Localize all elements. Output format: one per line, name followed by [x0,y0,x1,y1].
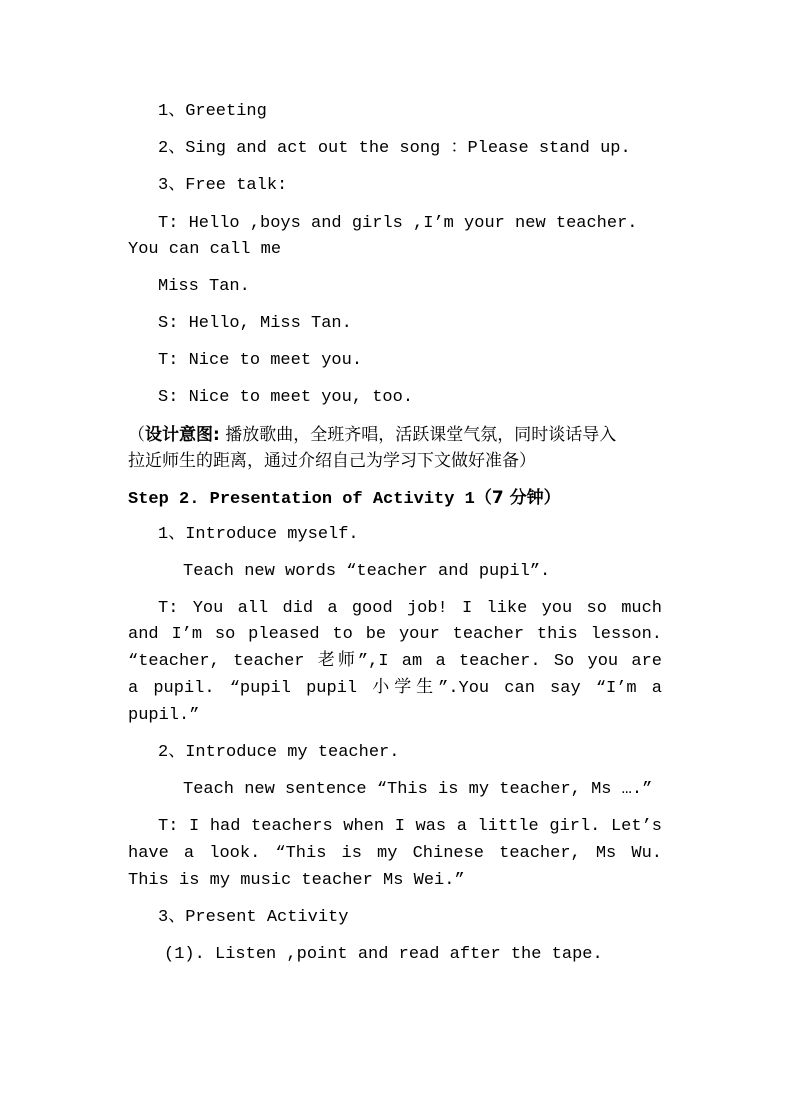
step2-time: （7 分钟） [474,488,561,508]
teacher-para2-line-3: This is my music teacher Ms Wei.” [128,871,465,890]
introduce-myself-item: 1、Introduce myself. [158,525,359,544]
dialog-teacher-line-1: T: Hello ,boys and girls ,I’m your new teacher. [158,214,638,233]
step2-heading [128,485,561,513]
teacher-para-line-1: T: You all did a good job! I like you so much [158,599,662,618]
dialog-teacher-line-2: You can call me [128,240,282,259]
introduce-teacher-item: 2、Introduce my teacher. [158,743,400,762]
dialog-teacher-line-3: Miss Tan. [158,277,250,296]
present-activity-item: 3、Present Activity [158,908,349,927]
dialog-student-line-2: S: Nice to meet you, too. [158,388,414,407]
teacher-para-line-3: “teacher, teacher 老师”,I am a teacher. So you are [128,652,662,671]
teacher-para2-line-2: have a look. “This is my Chinese teacher, Ms Wu. [128,844,662,863]
design-note-open-paren: （ [128,425,145,445]
teacher-para-line-2: and I’m so pleased to be your teacher this lesson. [128,625,662,644]
teacher-para-line-4: a pupil. “pupil pupil 小学生”.You can say “I’m a [128,679,662,698]
greeting-item: 1、Greeting [158,102,267,121]
step2-title: Step 2. Presentation of Activity 1 [128,490,475,509]
listen-point-read-item: (1). Listen ,point and read after the tape. [164,945,603,964]
song-item: 2、Sing and act out the song ：Please stand up. [158,139,631,158]
teach-sentence-line: Teach new sentence “This is my teacher, Ms ….” [183,780,653,799]
design-note-line-2: 拉近师生的距离，通过介绍自己为学习下文做好准备） [128,451,536,471]
teacher-para2-line-1: T: I had teachers when I was a little girl. Let’s [158,817,662,836]
dialog-student-line-1: S: Hello, Miss Tan. [158,314,352,333]
dialog-teacher-line-4: T: Nice to meet you. [158,351,363,370]
teacher-para-line-5: pupil.” [128,706,200,725]
design-note-label: 设计意图: [145,425,220,445]
design-note-text: 播放歌曲，全班齐唱，活跃课堂气氛，同时谈话导入 [219,425,617,445]
design-note-line-1 [128,422,616,448]
free-talk-item: 3、Free talk: [158,176,288,195]
teach-words-line: Teach new words “teacher and pupil”. [183,562,551,581]
